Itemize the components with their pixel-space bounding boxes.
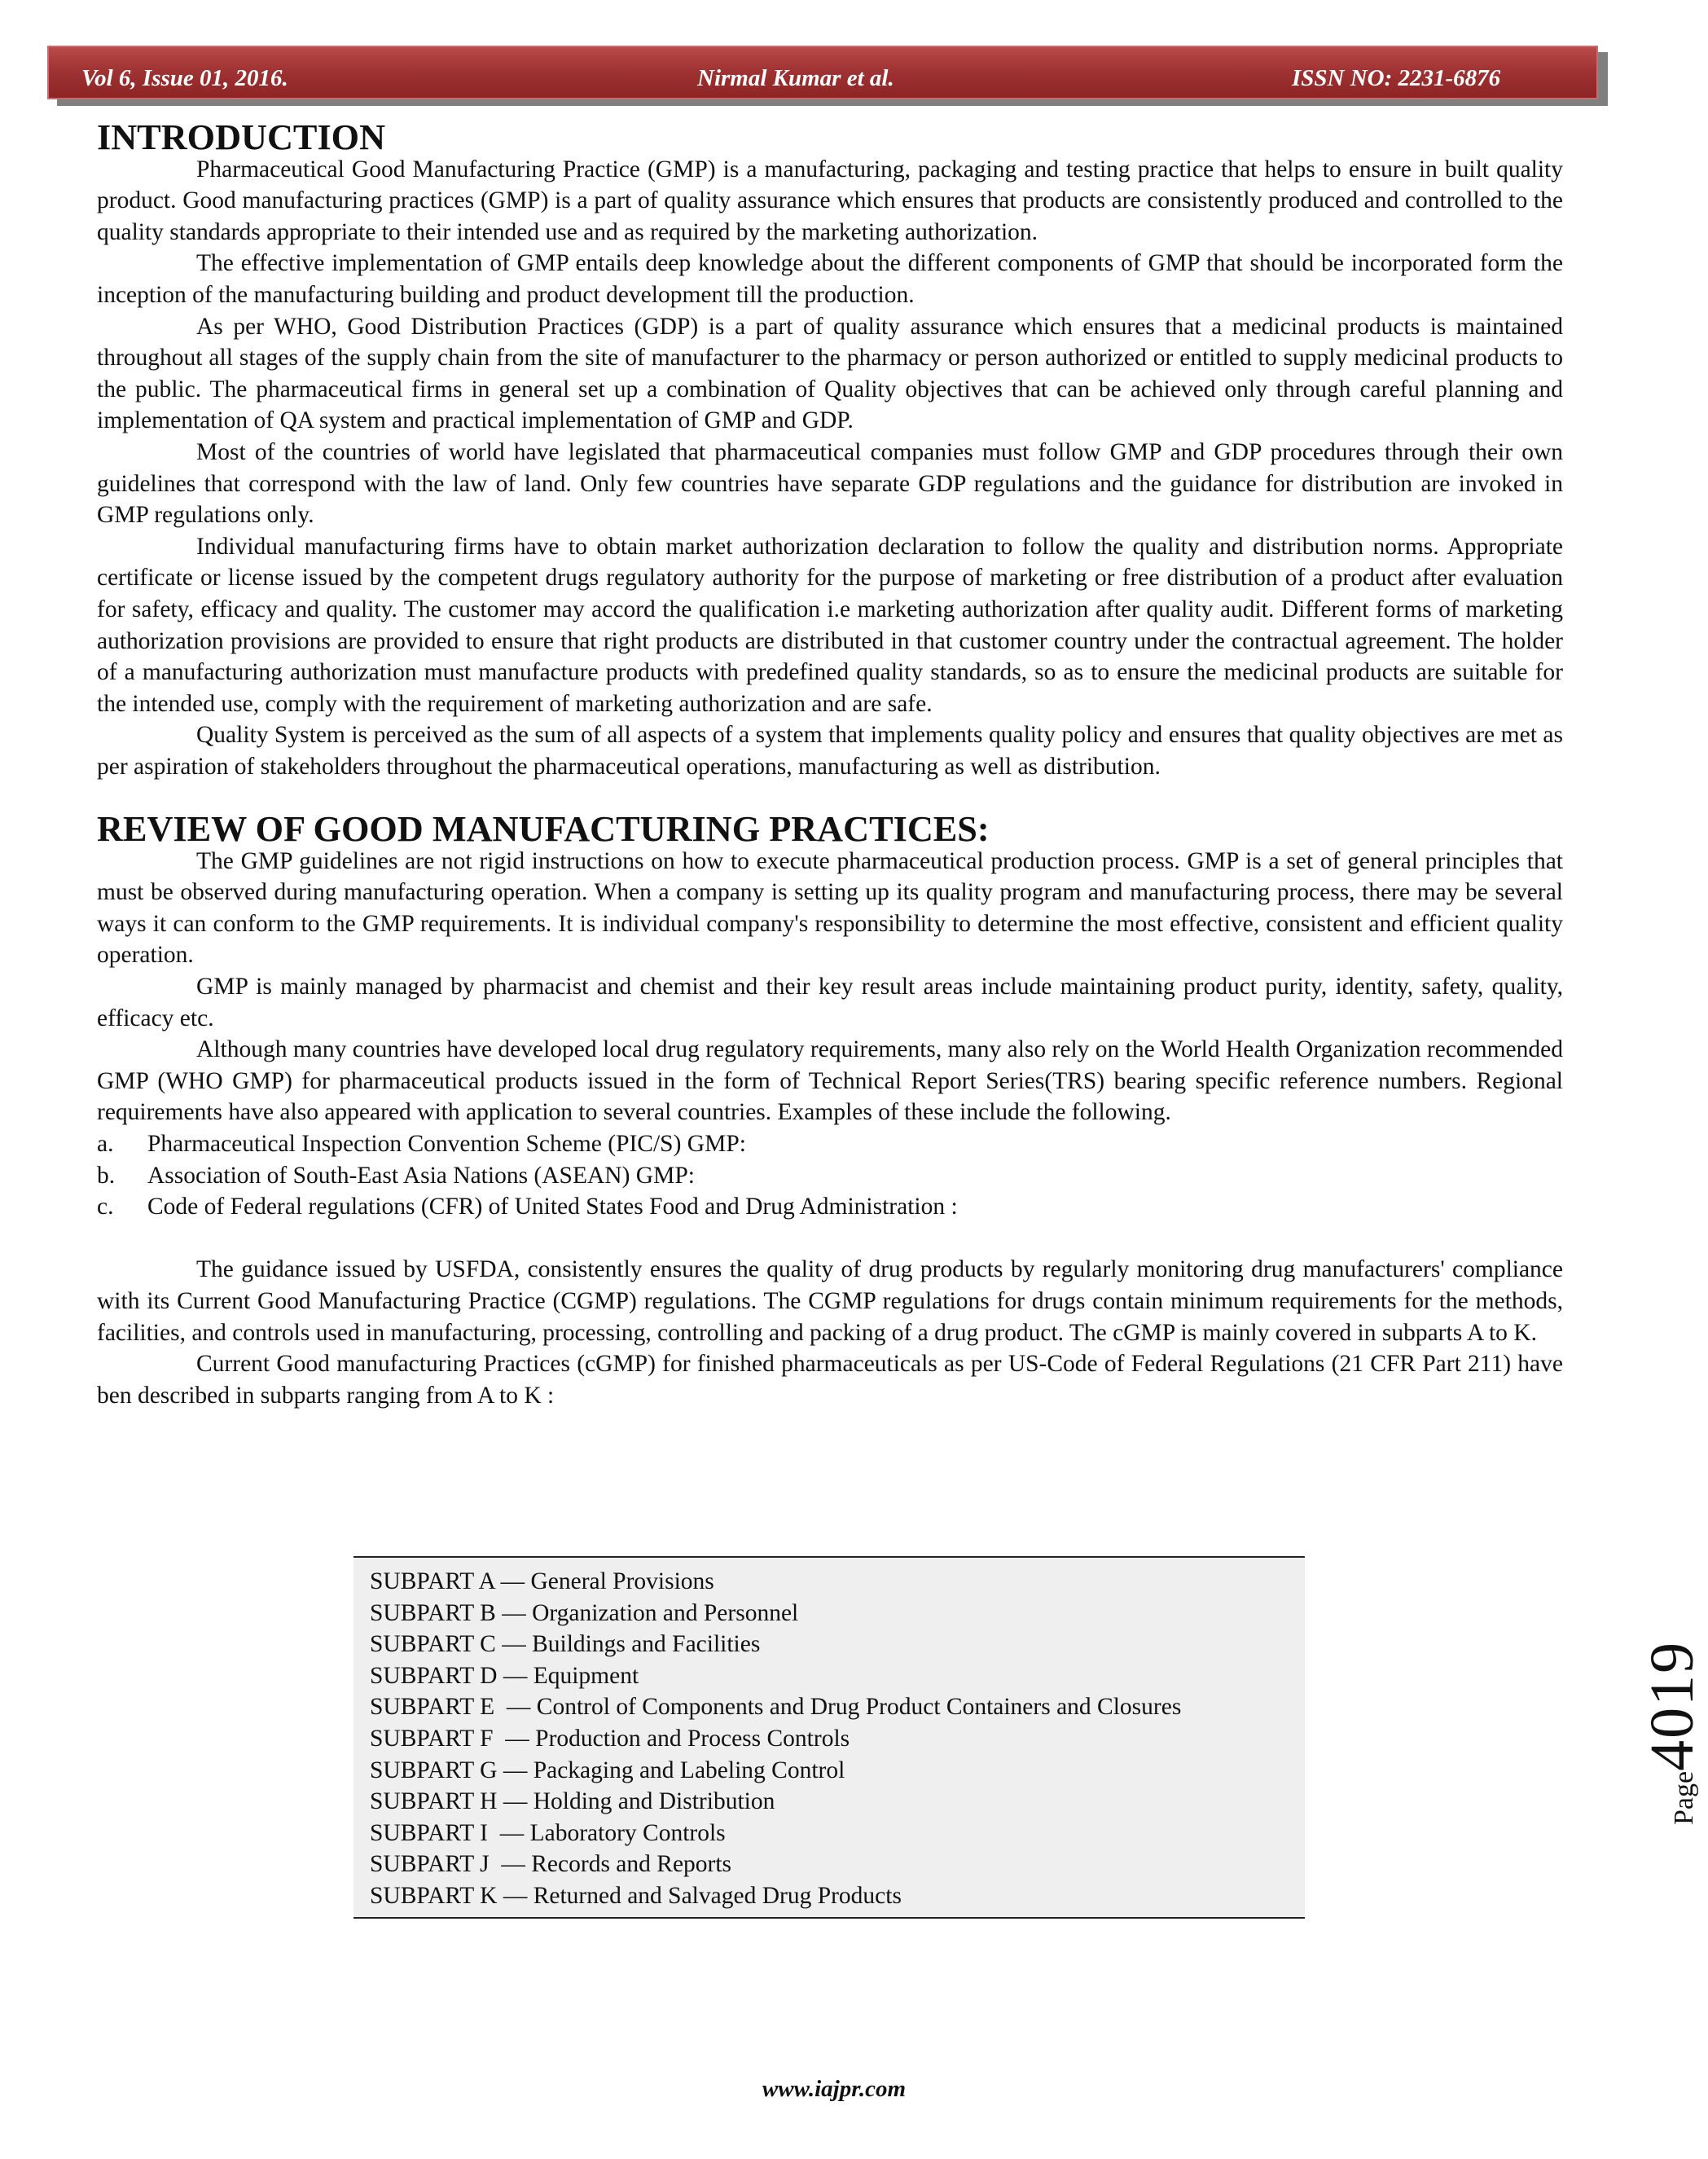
cgmp-subparts-table xyxy=(353,1556,1305,1919)
section-spacer xyxy=(97,1223,1563,1255)
table-row: SUBPART I — Laboratory Controls xyxy=(370,1819,726,1846)
table-row: SUBPART A — General Provisions xyxy=(370,1568,714,1594)
article-authors: Nirmal Kumar et al. xyxy=(697,65,894,91)
review-paragraph: GMP is mainly managed by pharmacist and chemist and their key result areas include maintaining product purity, identity, safety, quality, efficacy etc. xyxy=(97,974,1563,1031)
intro-paragraph: Most of the countries of world have legislated that pharmaceutical companies must follow GMP and GDP procedures through their own guidelines that correspond with the law of land. Only few countries have separate GDP regulations and the guidance for distribution are invoked in GMP regulations only. xyxy=(97,438,1563,529)
review-paragraph: Current Good manufacturing Practices (cGMP) for finished pharmaceuticals as per US-Code of Federal Regulations (21 CFR Part 211) have ben described in subparts ranging from A to K : xyxy=(97,1351,1563,1409)
intro-paragraph: Individual manufacturing firms have to obtain market authorization declaration to follow the quality and distribution norms. Appropriate certificate or license issued by the competent drugs regulatory authority for the purpose of marketing or free distribution of a product after evaluation for safety, efficacy and quality. The customer may accord the qualification i.e marketing authorization after quality audit. Different forms of marketing authorization provisions are provided to ensure that right products are distributed in that customer country under the contractual agreement. The holder of a manufacturing authorization must manufacture products with predefined quality standards, so as to ensure the medicinal products are suitable for the intended use, comply with the requirement of marketing authorization and are safe. xyxy=(97,533,1563,717)
regional-gmp-list xyxy=(97,1128,1563,1223)
table-row: SUBPART B — Organization and Personnel xyxy=(370,1599,799,1626)
page-number xyxy=(1637,1641,1708,1825)
table-row: SUBPART J — Records and Reports xyxy=(370,1851,732,1878)
intro-paragraph: The effective implementation of GMP entails deep knowledge about the different components of GMP that should be incorporated form the inception of the manufacturing building and product development till the production. xyxy=(97,250,1563,308)
page-digits: 4019 xyxy=(1638,1640,1706,1771)
list-item-text: Pharmaceutical Inspection Convention Scheme (PIC/S) GMP: xyxy=(147,1131,746,1157)
review-paragraph: Although many countries have developed local drug regulatory requirements, many also rely on the World Health Organization recommended GMP (WHO GMP) for pharmaceutical products issued in the form of Technical Report Series(TRS) bearing specific reference numbers. Regional requirements have also appeared with application to several countries. Examples of these include the following. xyxy=(97,1036,1563,1126)
list-item-text: Code of Federal regulations (CFR) of United States Food and Drug Administration : xyxy=(147,1194,958,1220)
section-heading-review: REVIEW OF GOOD MANUFACTURING PRACTICES: xyxy=(97,809,990,850)
table-row: SUBPART D — Equipment xyxy=(370,1662,639,1689)
section-heading-introduction: INTRODUCTION xyxy=(97,117,386,157)
intro-paragraph: As per WHO, Good Distribution Practices (GDP) is a part of quality assurance which ensures that a medicinal products is maintained throughout all stages of the supply chain from the site of manufacturer to the pharmacy or person authorized or entitled to supply medicinal products to the public. The pharmaceutical firms in general set up a combination of Quality objectives that can be achieved only through careful planning and implementation of QA system and practical implementation of GMP and GDP. xyxy=(97,313,1563,434)
list-item xyxy=(97,1160,1563,1192)
list-item xyxy=(97,1191,1563,1223)
journal-issn: ISSN NO: 2231-6876 xyxy=(1292,65,1501,91)
table-row: SUBPART E — Control of Components and Drug Product Containers and Closures xyxy=(370,1694,1182,1721)
intro-paragraph: Quality System is perceived as the sum of all aspects of a system that implements quality policy and ensures that quality objectives are met as per aspiration of stakeholders throughout the pharmaceutical operations, manufacturing as well as distribution. xyxy=(97,722,1563,780)
list-marker: b. xyxy=(97,1162,116,1189)
list-item xyxy=(97,1128,1563,1160)
journal-website-link[interactable]: www.iajpr.com xyxy=(762,2076,907,2102)
review-paragraph: The guidance issued by USFDA, consistently ensures the quality of drug products by regularly monitoring drug manufacturers' compliance with its Current Good Manufacturing Practice (CGMP) regulations. The CGMP regulations for drugs contain minimum requirements for the methods, facilities, and controls used in manufacturing, processing, controlling and packing of a drug product. The cGMP is mainly covered in subparts A to K. xyxy=(97,1256,1563,1346)
table-row: SUBPART C — Buildings and Facilities xyxy=(370,1631,761,1658)
list-marker: a. xyxy=(97,1131,114,1157)
table-row: SUBPART G — Packaging and Labeling Control xyxy=(370,1757,845,1783)
page-word: Page xyxy=(1669,1770,1699,1825)
list-item-text: Association of South-East Asia Nations (ASEAN) GMP: xyxy=(147,1162,695,1189)
table-row: SUBPART F — Production and Process Controls xyxy=(370,1725,850,1752)
table-row: SUBPART K — Returned and Salvaged Drug Products xyxy=(370,1882,902,1909)
article-body xyxy=(97,117,1563,1411)
review-paragraph: The GMP guidelines are not rigid instructions on how to execute pharmaceutical production process. GMP is a set of general principles that must be observed during manufacturing operation. When a company is setting up its quality program and manufacturing process, there may be several ways it can conform to the GMP requirements. It is individual company's responsibility to determine the most effective, consistent and efficient quality operation. xyxy=(97,847,1563,969)
intro-paragraph: Pharmaceutical Good Manufacturing Practice (GMP) is a manufacturing, packaging and testing practice that helps to ensure in built quality product. Good manufacturing practices (GMP) is a part of quality assurance which ensures that products are consistently produced and controlled to the quality standards appropriate to their intended use and as required by the marketing authorization. xyxy=(97,156,1563,245)
list-marker: c. xyxy=(97,1194,114,1220)
table-row: SUBPART H — Holding and Distribution xyxy=(370,1788,775,1815)
journal-volume: Vol 6, Issue 01, 2016. xyxy=(81,65,288,91)
